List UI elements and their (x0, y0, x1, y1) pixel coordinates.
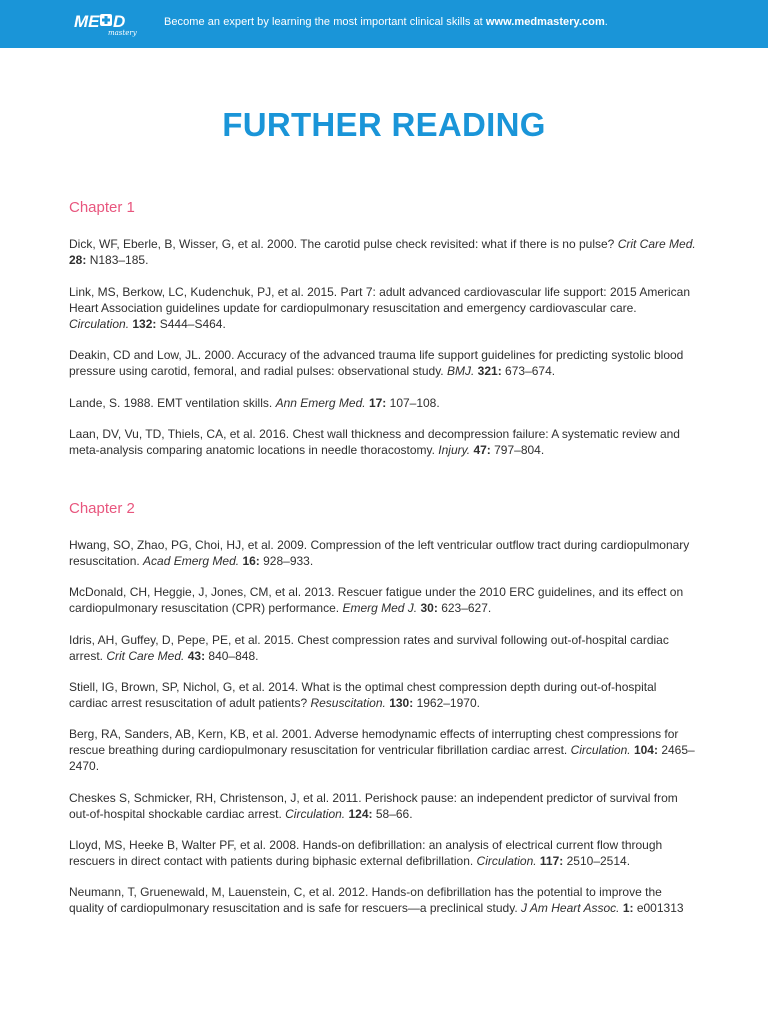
reference-item: Cheskes S, Schmicker, RH, Christenson, J, et al. 2011. Perishock pause: an independent predictor of survival from out-of-hospital shockable cardiac arrest. Circulation. 124: 58–66. (69, 791, 678, 821)
reference-item: Hwang, SO, Zhao, PG, Choi, HJ, et al. 2009. Compression of the left ventricular outflow tract during cardiopulmonary resuscitation. Acad Emerg Med. 16: 928–933. (69, 538, 690, 568)
reference-item: Stiell, IG, Brown, SP, Nichol, G, et al. 2014. What is the optimal chest compression depth during out-of-hospital cardiac arrest resuscitation of adult patients? Resuscitation. 130: 1962–1970. (69, 680, 657, 710)
header-bar (0, 0, 768, 48)
reference-item: McDonald, CH, Heggie, J, Jones, CM, et al. 2013. Rescuer fatigue under the 2010 ERC guidelines, and its effect on cardiopulmonary resuscitation (CPR) performance. Emerg Med J. 30: 623–627. (69, 585, 684, 615)
chapter-heading: Chapter 2 (69, 500, 135, 517)
site-link[interactable]: www.medmastery.com (485, 16, 605, 28)
svg-text:D: D (113, 12, 126, 31)
svg-text:ME: ME (74, 12, 100, 31)
reference-item: Link, MS, Berkow, LC, Kudenchuk, PJ, et al. 2015. Part 7: adult advanced cardiovascular life support: 2015 American Heart Association guidelines update for cardiopulmonary resuscitation and emergency cardiovascular care. Circulation. 132: S444–S464. (69, 285, 691, 331)
reference-item: Lande, S. 1988. EMT ventilation skills. Ann Emerg Med. 17: 107–108. (69, 396, 440, 410)
medmastery-logo (74, 9, 140, 39)
reference-item: Lloyd, MS, Heeke B, Walter PF, et al. 2008. Hands-on defibrillation: an analysis of electrical current flow through rescuers in direct contact with patients during biphasic external defibrillation. Circulation. 117: 2510–2514. (69, 838, 663, 868)
chapter-heading: Chapter 1 (69, 199, 135, 216)
reference-item: Laan, DV, Vu, TD, Thiels, CA, et al. 2016. Chest wall thickness and decompression failure: A systematic review and meta-analysis comparing anatomic locations in needle thoracostomy. Injury. 47: 797–804. (69, 427, 680, 457)
reference-item: Idris, AH, Guffey, D, Pepe, PE, et al. 2015. Chest compression rates and survival following out-of-hospital cardiac arrest. Crit Care Med. 43: 840–848. (69, 633, 669, 663)
reference-item: Dick, WF, Eberle, B, Wisser, G, et al. 2000. The carotid pulse check revisited: what if there is no pulse? Crit Care Med. 28: N183–185. (69, 237, 696, 267)
header-tagline: Become an expert by learning the most important clinical skills at www.medmastery.com. (164, 16, 608, 28)
reference-item: Neumann, T, Gruenewald, M, Lauenstein, C, et al. 2012. Hands-on defibrillation has the potential to improve the quality of cardiopulmonary resuscitation and is safe for rescuers—a preclinical study. J Am Heart Assoc. 1: e001313 (69, 885, 684, 915)
page-title: FURTHER READING (222, 106, 546, 143)
reference-item: Berg, RA, Sanders, AB, Kern, KB, et al. 2001. Adverse hemodynamic effects of interrupting chest compressions for rescue breathing during cardiopulmonary resuscitation for ventricular fibrillation cardiac arrest. Circulation. 104: 2465–2470. (69, 727, 695, 773)
reference-item: Deakin, CD and Low, JL. 2000. Accuracy of the advanced trauma life support guidelines for predicting systolic blood pressure using carotid, femoral, and radial pulses: observational study. BMJ. 321: 673–674. (69, 348, 684, 378)
svg-text:mastery: mastery (108, 29, 137, 37)
